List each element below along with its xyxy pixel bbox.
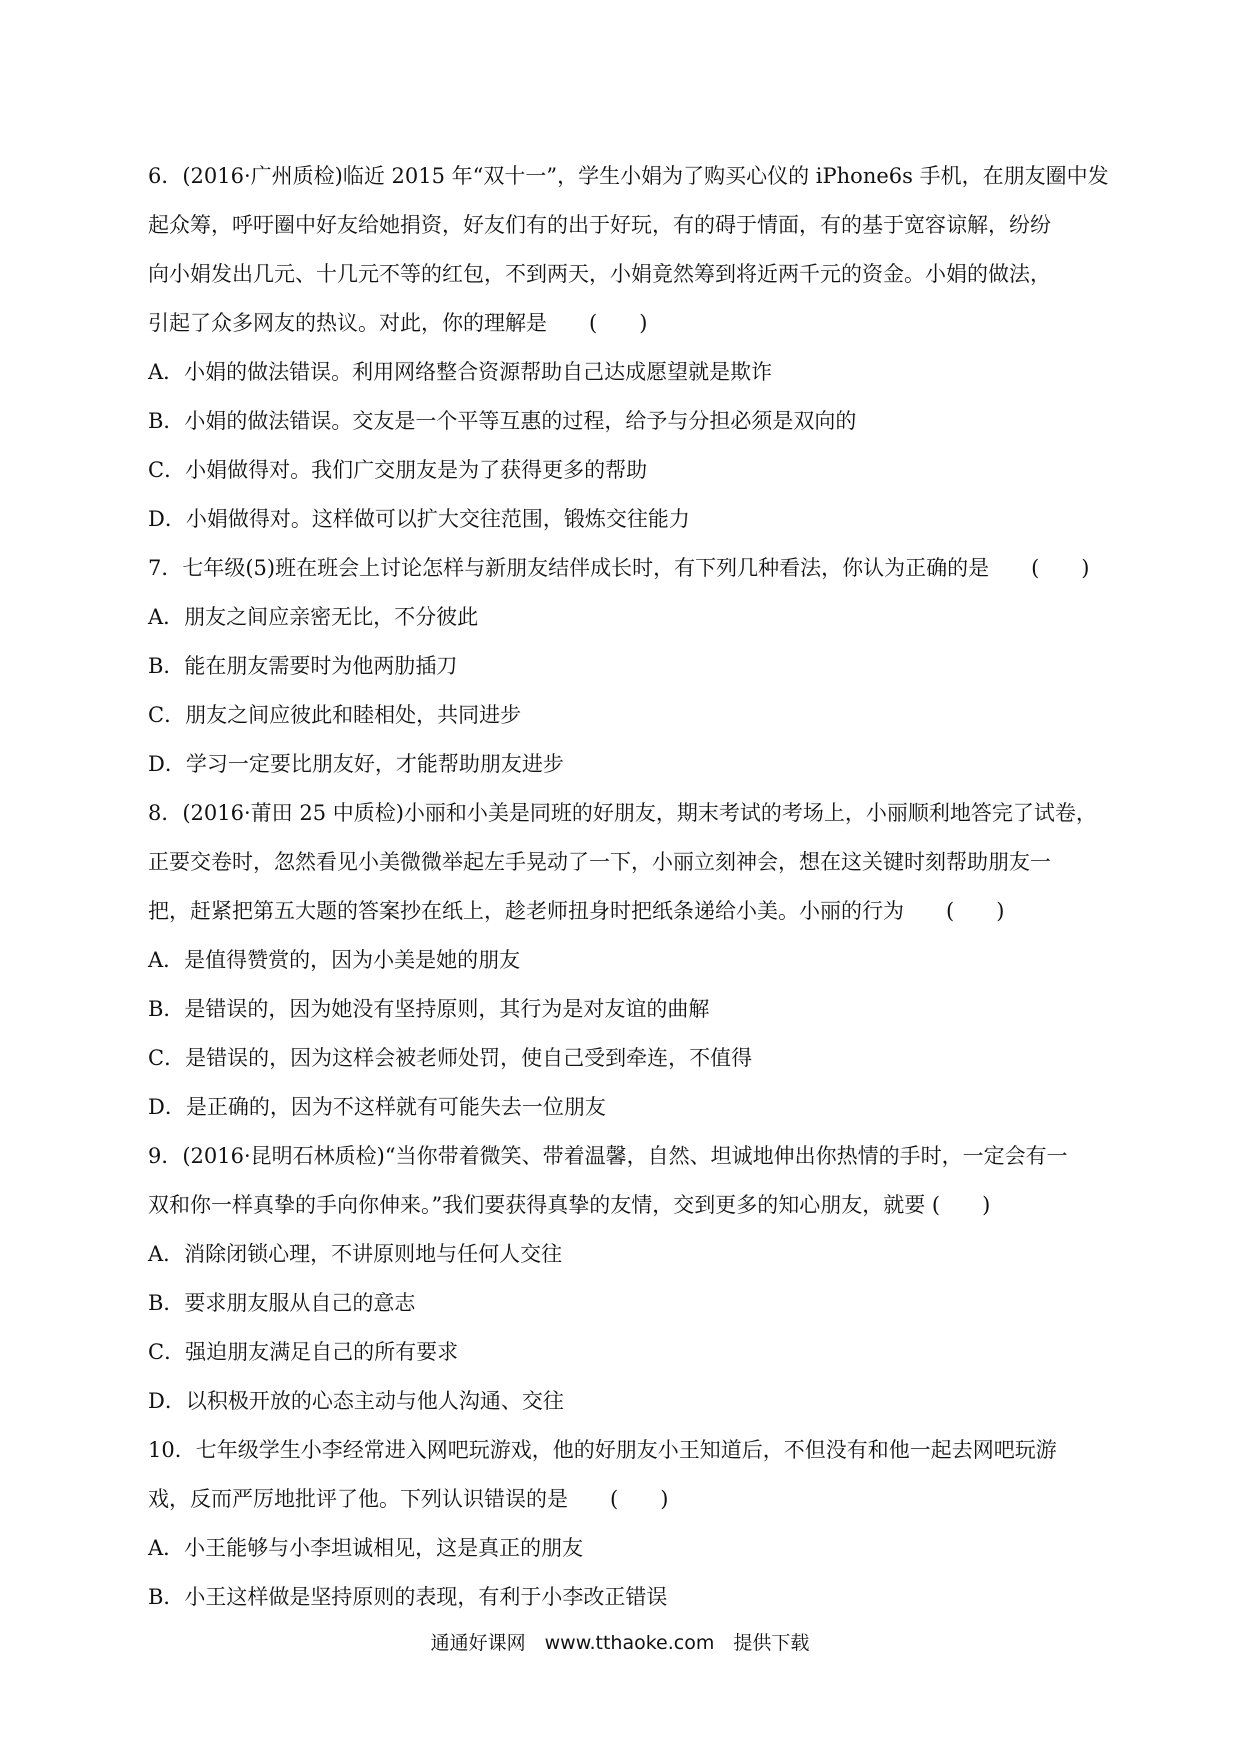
question-10-stem-line-1: 10．七年级学生小李经常进入网吧玩游戏，他的好朋友小王知道后，不但没有和他一起去网吧玩游 — [148, 1438, 1057, 1462]
question-7-option-b: B．能在朋友需要时为他两肋插刀 — [148, 654, 458, 678]
question-10-option-b: B．小王这样做是坚持原则的表现，有利于小李改正错误 — [148, 1585, 668, 1609]
question-9-option-d: D．以积极开放的心态主动与他人沟通、交往 — [148, 1389, 564, 1413]
question-list — [148, 152, 1110, 1622]
question-8-stem-line-1: 8．(2016·莆田 25 中质检)小丽和小美是同班的好朋友，期末考试的考场上，小丽顺利地答完了试卷， — [148, 801, 1097, 825]
question-7-option-d: D．学习一定要比朋友好，才能帮助朋友进步 — [148, 752, 564, 776]
page-footer: 通通好课网 www.tthaoke.com 提供下载 — [430, 1632, 810, 1654]
question-6-stem-line-4: 引起了众多网友的热议。对此，你的理解是 ( ) — [148, 311, 648, 335]
question-6-option-a: A．小娟的做法错误。利用网络整合资源帮助自己达成愿望就是欺诈 — [148, 360, 773, 384]
question-9-option-b: B．要求朋友服从自己的意志 — [148, 1291, 416, 1315]
question-6-stem-line-3: 向小娟发出几元、十几元不等的红包，不到两天，小娟竟然筹到将近两千元的资金。小娟的做法， — [148, 262, 1051, 286]
question-6-option-b: B．小娟的做法错误。交友是一个平等互惠的过程，给予与分担必须是双向的 — [148, 409, 857, 433]
question-7 — [148, 544, 1110, 789]
question-8 — [148, 789, 1110, 1132]
question-6-option-c: C．小娟做得对。我们广交朋友是为了获得更多的帮助 — [148, 458, 648, 482]
question-6-stem-line-2: 起众筹，呼吁圈中好友给她捐资，好友们有的出于好玩，有的碍于情面，有的基于宽容谅解，纷纷 — [148, 213, 1051, 237]
question-8-option-a: A．是值得赞赏的，因为小美是她的朋友 — [148, 948, 521, 972]
question-6 — [148, 152, 1110, 544]
question-8-stem-line-2: 正要交卷时，忽然看见小美微微举起左手晃动了一下，小丽立刻神会，想在这关键时刻帮助朋友一 — [148, 850, 1051, 874]
question-10-option-a: A．小王能够与小李坦诚相见，这是真正的朋友 — [148, 1536, 584, 1560]
question-9-option-c: C．强迫朋友满足自己的所有要求 — [148, 1340, 459, 1364]
question-6-stem-line-1: 6．(2016·广州质检)临近 2015 年“双十一”，学生小娟为了购买心仪的 iPhone6s 手机，在朋友圈中发 — [148, 164, 1109, 188]
question-8-option-c: C．是错误的，因为这样会被老师处罚，使自己受到牵连，不值得 — [148, 1046, 753, 1070]
question-9-stem-line-1: 9．(2016·昆明石林质检)“当你带着微笑、带着温馨，自然、坦诚地伸出你热情的手时，一定会有一 — [148, 1144, 1068, 1168]
question-6-option-d: D．小娟做得对。这样做可以扩大交往范围，锻炼交往能力 — [148, 507, 690, 531]
question-7-stem-line-1: 7．七年级(5)班在班会上讨论怎样与新朋友结伴成长时，有下列几种看法，你认为正确的是 ( ) — [148, 556, 1090, 580]
question-8-option-d: D．是正确的，因为不这样就有可能失去一位朋友 — [148, 1095, 606, 1119]
question-9 — [148, 1132, 1110, 1426]
question-7-option-c: C．朋友之间应彼此和睦相处，共同进步 — [148, 703, 522, 727]
question-10-stem-line-2: 戏，反而严厉地批评了他。下列认识错误的是 ( ) — [148, 1487, 669, 1511]
question-8-option-b: B．是错误的，因为她没有坚持原则，其行为是对友谊的曲解 — [148, 997, 710, 1021]
question-8-stem-line-3: 把，赶紧把第五大题的答案抄在纸上，趁老师扭身时把纸条递给小美。小丽的行为 ( ) — [148, 899, 1005, 923]
question-10 — [148, 1426, 1110, 1622]
question-9-stem-line-2: 双和你一样真挚的手向你伸来。”我们要获得真挚的友情，交到更多的知心朋友，就要 ( ) — [148, 1193, 991, 1217]
question-9-option-a: A．消除闭锁心理，不讲原则地与任何人交往 — [148, 1242, 563, 1266]
question-7-option-a: A．朋友之间应亲密无比，不分彼此 — [148, 605, 479, 629]
